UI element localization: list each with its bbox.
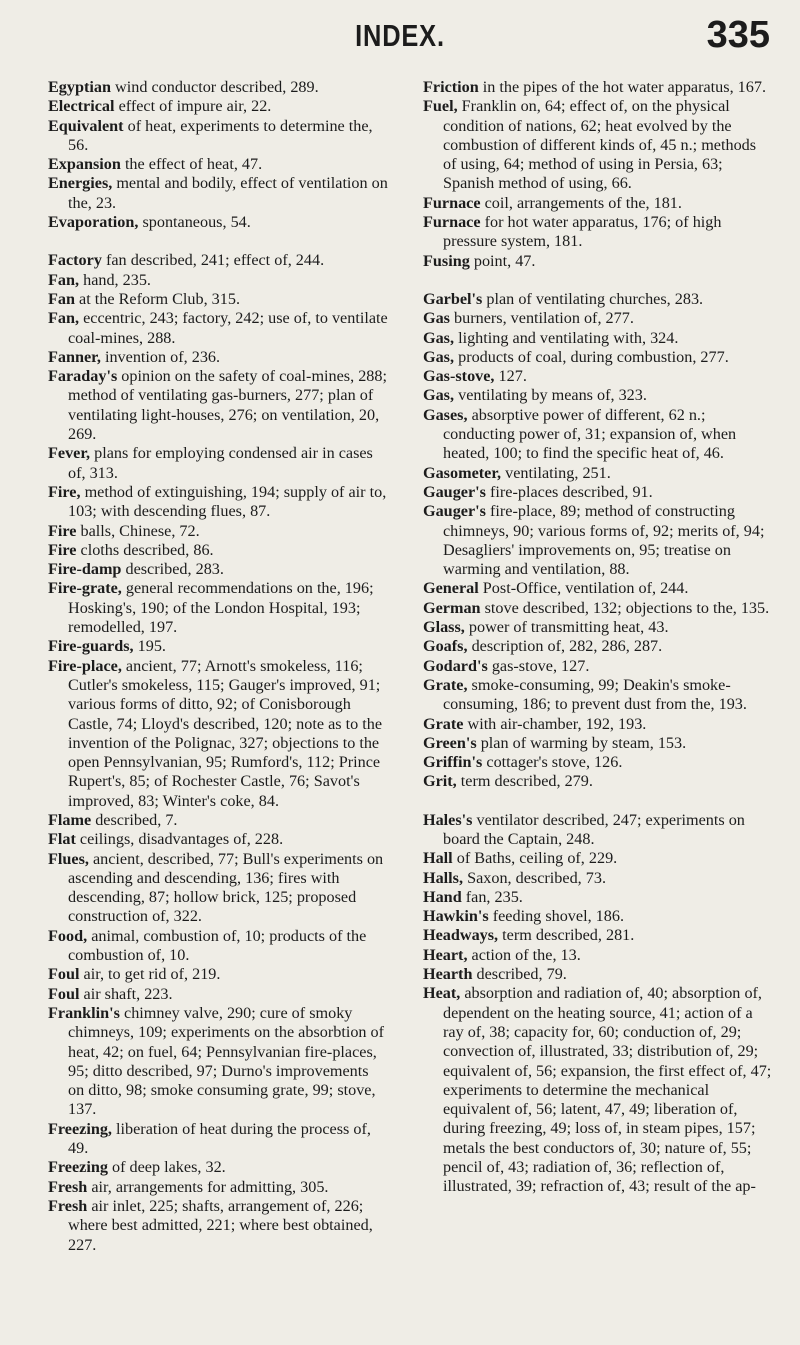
index-entry-text: of heat, experiments to determine the, 56. — [68, 116, 373, 154]
index-entry — [48, 155, 388, 174]
index-entry-text: of deep lakes, 32. — [107, 1158, 226, 1177]
index-entry-heading: Hall — [423, 849, 453, 868]
index-entry-text: the effect of heat, 47. — [120, 155, 263, 174]
section-gap — [423, 792, 773, 811]
index-entry-heading: Gasometer, — [423, 463, 502, 482]
index-entry-heading: Gas, — [423, 328, 455, 347]
index-entry-heading: Heart, — [423, 945, 468, 964]
page-header — [0, 14, 800, 54]
index-entry-text: point, 47. — [469, 251, 536, 270]
index-entry-text: smoke-consuming, 99; Deakin's smoke-consuming, 186; to prevent dust from the, 193. — [443, 675, 747, 714]
index-column-right — [423, 78, 773, 1197]
index-entry-text: described, 7. — [91, 810, 178, 829]
index-entry-heading: Gas-stove, — [423, 367, 495, 386]
index-entry — [48, 811, 388, 830]
index-entry-heading: Goafs, — [423, 637, 468, 656]
page-number: 335 — [706, 14, 770, 56]
index-entry — [48, 927, 388, 966]
index-entry-text: ancient, 77; Arnott's smokeless, 116; Cutler's smokeless, 115; Gauger's improved, 91; various forms of ditto, 92; of Conisborough Castle, 74; Lloyd's described, 120; note as to the invention of the Polignac, 327; objections to the open Pennsylvanian, 95; Rumford's, 112; Prince Rupert's, 85; of Rochester Castle, 76; Savot's improved, 83; Winter's coke, 84. — [68, 656, 383, 810]
index-entry — [423, 406, 773, 464]
index-entry-heading: Gas, — [423, 386, 455, 405]
index-entry-heading: Freezing — [48, 1158, 108, 1177]
index-entry — [423, 97, 773, 193]
index-entry-heading: Glass, — [423, 618, 465, 637]
index-entry-heading: Faraday's — [48, 367, 118, 386]
index-entry-text: action of the, 13. — [467, 945, 581, 964]
index-entry-heading: Flame — [48, 810, 92, 829]
index-entry-heading: Heat, — [423, 984, 461, 1003]
index-entry — [48, 579, 388, 637]
index-entry-text: ventilator described, 247; experiments on board the Captain, 248. — [443, 810, 745, 848]
index-entry — [423, 849, 773, 868]
index-entry-heading: Equivalent — [48, 116, 124, 135]
index-entry — [48, 850, 388, 927]
index-entry — [48, 560, 388, 579]
index-entry-heading: Gases, — [423, 405, 468, 424]
index-entry — [48, 290, 388, 309]
index-entry-text: fan described, 241; effect of, 244. — [101, 251, 325, 270]
index-entry — [48, 367, 388, 444]
index-entry-heading: Gauger's — [423, 482, 486, 501]
index-entry — [423, 252, 773, 271]
index-entry-heading: Godard's — [423, 656, 488, 675]
index-entry-text: air, to get rid of, 219. — [79, 965, 221, 984]
index-entry-heading: Fire — [48, 521, 77, 540]
index-entry-heading: Fusing — [423, 251, 470, 270]
index-entry-heading: Hales's — [423, 810, 473, 829]
index-entry-text: air, arrangements for admitting, 305. — [87, 1177, 329, 1196]
index-entry-text: stove described, 132; objections to the, 135. — [480, 598, 770, 617]
index-entry-heading: Freezing, — [48, 1119, 112, 1138]
index-entry — [423, 502, 773, 579]
index-entry-text: lighting and ventilating with, 324. — [454, 328, 679, 347]
index-entry-heading: Gas — [423, 309, 450, 328]
index-entry-text: method of extinguishing, 194; supply of air to, 103; with descending flues, 87. — [68, 482, 387, 521]
index-entry-heading: Grate, — [423, 675, 468, 694]
index-entry-heading: Gas, — [423, 347, 455, 366]
index-entry-heading: Hand — [423, 887, 462, 906]
index-entry — [423, 367, 773, 386]
index-entry-heading: Flat — [48, 830, 76, 849]
index-entry — [423, 676, 773, 715]
index-entry-text: fire-place, 89; method of constructing chimneys, 90; various forms of, 92; merits of, 94; Desagliers' improvements on, 95; treatise on warming and ventilation, 88. — [443, 502, 765, 579]
index-entry — [423, 194, 773, 213]
index-entry — [423, 579, 773, 598]
index-entry — [423, 907, 773, 926]
index-entry-heading: Fan — [48, 289, 75, 308]
index-entry — [423, 309, 773, 328]
index-entry-text: wind conductor described, 289. — [110, 78, 319, 96]
index-entry-text: Saxon, described, 73. — [463, 868, 606, 887]
index-entry — [48, 174, 388, 213]
index-entry-heading: German — [423, 598, 481, 617]
index-entry-text: 127. — [494, 367, 527, 386]
index-entry — [423, 637, 773, 656]
index-entry-text: eccentric, 243; factory, 242; use of, to ventilate coal-mines, 288. — [68, 309, 388, 347]
index-entry-text: Franklin on, 64; effect of, on the physical condition of nations, 62; heat evolved by the combustion of different kinds of, 45 n.; methods of using, 64; method of using in Persia, 63; Spanish method of using, 66. — [443, 97, 757, 193]
index-entry-text: mental and bodily, effect of ventilation on the, 23. — [68, 174, 388, 212]
index-entry-text: described, 283. — [121, 560, 224, 579]
index-entry — [423, 213, 773, 252]
index-entry-text: term described, 279. — [456, 772, 593, 791]
index-entry — [48, 117, 388, 156]
index-entry-heading: Fan, — [48, 309, 80, 328]
index-entry — [423, 599, 773, 618]
index-entry — [48, 1158, 388, 1177]
index-entry — [48, 657, 388, 811]
index-entry-text: 195. — [133, 637, 166, 656]
index-entry — [423, 926, 773, 945]
index-column-left — [48, 78, 388, 1255]
index-entry-heading: Fresh — [48, 1177, 88, 1196]
index-entry — [423, 78, 773, 97]
index-entry — [48, 830, 388, 849]
index-entry-text: with air-chamber, 192, 193. — [463, 714, 647, 733]
index-entry-heading: Expansion — [48, 155, 121, 174]
index-entry-heading: Fuel, — [423, 97, 458, 116]
index-entry-heading: Gauger's — [423, 502, 486, 521]
index-entry — [48, 78, 388, 97]
index-entry-heading: Furnace — [423, 193, 481, 212]
index-entry — [423, 657, 773, 676]
index-entry-heading: Grate — [423, 714, 464, 733]
index-entry-heading: Griffin's — [423, 753, 483, 772]
index-entry-text: plan of ventilating churches, 283. — [482, 289, 704, 308]
index-entry — [48, 348, 388, 367]
index-entry-heading: Evaporation, — [48, 213, 139, 232]
index-entry-text: in the pipes of the hot water apparatus, 167. — [478, 78, 766, 96]
index-entry — [48, 985, 388, 1004]
index-entry-heading: Fire-guards, — [48, 637, 134, 656]
section-gap — [423, 271, 773, 290]
index-entry-heading: Fresh — [48, 1196, 88, 1215]
index-entry-text: fan, 235. — [461, 887, 523, 906]
index-entry — [48, 97, 388, 116]
section-gap — [48, 232, 388, 251]
index-entry-text: gas-stove, 127. — [487, 656, 590, 675]
index-entry-text: burners, ventilation of, 277. — [450, 309, 634, 328]
index-entry-heading: Fire, — [48, 482, 81, 501]
index-entry — [48, 483, 388, 522]
index-entry-text: invention of, 236. — [100, 347, 221, 366]
index-entry-heading: Food, — [48, 926, 88, 945]
index-entry — [423, 965, 773, 984]
index-entry-text: ancient, described, 77; Bull's experiments on ascending and descending, 136; fires with descending, 87; hollow brick, 125; proposed construction of, 322. — [68, 849, 384, 926]
index-entry-heading: Flues, — [48, 849, 89, 868]
index-entry-heading: Fever, — [48, 444, 91, 463]
index-entry-text: Post-Office, ventilation of, 244. — [478, 579, 689, 598]
index-entry — [423, 715, 773, 734]
index-entry — [48, 271, 388, 290]
index-entry — [423, 753, 773, 772]
index-entry-heading: Green's — [423, 733, 477, 752]
index-entry-heading: Fanner, — [48, 347, 101, 366]
index-entry — [423, 386, 773, 405]
index-entry-text: absorption and radiation of, 40; absorption of, dependent on the heating source, 41; action of a ray of, 38; capacity for, 60; conduction of, 29; convection of, illustrated, 33; distribution of, 29; equivalent of, 56; expansion, the first effect of, 47; experiments to determine the mechanical equivalent of, 56; latent, 47, 49; liberation of, during freezing, 49; loss of, in steam pipes, 157; metals the best conductors of, 30; nature of, 55; pencil of, 43; radiation of, 36; reflection of, illustrated, 39; refraction of, 43; result of the ap- — [443, 984, 772, 1196]
index-entry-text: term described, 281. — [498, 926, 635, 945]
index-entry-heading: Fire-place, — [48, 656, 122, 675]
index-entry-heading: Electrical — [48, 97, 115, 116]
index-entry — [423, 888, 773, 907]
index-entry-text: cloths described, 86. — [76, 540, 214, 559]
index-entry-text: described, 79. — [472, 965, 567, 984]
index-entry-text: for hot water apparatus, 176; of high pressure system, 181. — [443, 213, 722, 251]
index-entry-text: description of, 282, 286, 287. — [467, 637, 663, 656]
index-entry-text: feeding shovel, 186. — [488, 907, 625, 926]
index-entry-text: ventilating, 251. — [501, 463, 611, 482]
index-entry — [48, 637, 388, 656]
index-entry-text: plan of warming by steam, 153. — [476, 733, 687, 752]
index-entry-text: coil, arrangements of the, 181. — [480, 193, 682, 212]
index-entry-text: balls, Chinese, 72. — [76, 521, 200, 540]
index-entry-text: of Baths, ceiling of, 229. — [452, 849, 618, 868]
index-entry-text: absorptive power of different, 62 n.; conducting power of, 31; expansion of, when heated, 100; to find the specific heat of, 46. — [443, 405, 737, 463]
index-entry-text: air inlet, 225; shafts, arrangement of, 226; where best admitted, 221; where best obtained, 227. — [68, 1196, 373, 1254]
index-entry — [423, 772, 773, 791]
index-entry-heading: Grit, — [423, 772, 457, 791]
index-entry-heading: Energies, — [48, 174, 113, 193]
index-entry-text: power of transmitting heat, 43. — [464, 618, 669, 637]
index-entry-text: hand, 235. — [79, 270, 151, 289]
index-entry — [423, 464, 773, 483]
index-entry-text: animal, combustion of, 10; products of the combustion of, 10. — [68, 926, 367, 965]
index-entry — [48, 541, 388, 560]
index-entry-heading: Fire-grate, — [48, 579, 122, 598]
index-entry-heading: Hearth — [423, 965, 473, 984]
page-title: INDEX. — [355, 18, 445, 53]
index-entry-heading: Garbel's — [423, 289, 483, 308]
index-entry — [423, 290, 773, 309]
index-entry — [48, 444, 388, 483]
index-entry-text: opinion on the safety of coal-mines, 288; method of ventilating gas-burners, 277; plan of ventilating light-houses, 276; on ventilation, 20, 269. — [68, 367, 387, 444]
index-entry-text: general recommendations on the, 196; Hosking's, 190; of the London Hospital, 193; remodelled, 197. — [68, 579, 374, 637]
index-entry — [48, 1004, 388, 1120]
index-entry-heading: Hawkin's — [423, 907, 489, 926]
index-entry-text: products of coal, during combustion, 277. — [454, 347, 729, 366]
index-entry-heading: Fire — [48, 540, 77, 559]
index-entry — [423, 348, 773, 367]
index-entry — [423, 811, 773, 850]
index-entry-heading: Fire-damp — [48, 560, 122, 579]
index-entry-heading: Foul — [48, 984, 80, 1003]
index-entry-heading: Foul — [48, 965, 80, 984]
index-entry-heading: Headways, — [423, 926, 499, 945]
index-entry-text: fire-places described, 91. — [485, 482, 653, 501]
index-entry-text: ceilings, disadvantages of, 228. — [75, 830, 284, 849]
index-entry — [423, 483, 773, 502]
index-entry-heading: Halls, — [423, 868, 464, 887]
index-entry — [48, 522, 388, 541]
index-entry — [48, 965, 388, 984]
index-entry — [423, 946, 773, 965]
index-entry — [423, 984, 773, 1196]
index-entry-text: plans for employing condensed air in cases of, 313. — [68, 444, 373, 482]
index-entry-text: spontaneous, 54. — [138, 213, 251, 232]
index-entry-heading: Egyptian — [48, 78, 111, 96]
index-entry-text: chimney valve, 290; cure of smoky chimneys, 109; experiments on the absorbtion of heat, 42; on fuel, 64; Pennsylvanian fire-places, 95; ditto described, 97; Durno's improvements on ditto, 98; smoke consuming grate, 99; stove, 137. — [68, 1003, 385, 1119]
index-entry-text: effect of impure air, 22. — [114, 97, 272, 116]
index-entry-heading: Franklin's — [48, 1003, 120, 1022]
index-entry — [48, 251, 388, 270]
index-entry — [423, 329, 773, 348]
index-entry — [48, 213, 388, 232]
index-entry-heading: Fan, — [48, 270, 80, 289]
index-entry — [48, 1120, 388, 1159]
index-entry — [48, 1178, 388, 1197]
index-entry-heading: General — [423, 579, 479, 598]
index-entry-text: air shaft, 223. — [79, 984, 173, 1003]
index-entry — [48, 309, 388, 348]
index-entry — [48, 1197, 388, 1255]
index-entry-text: cottager's stove, 126. — [482, 753, 623, 772]
index-entry-heading: Furnace — [423, 213, 481, 232]
index-entry — [423, 734, 773, 753]
index-entry-heading: Factory — [48, 251, 102, 270]
index-entry-text: ventilating by means of, 323. — [454, 386, 647, 405]
index-entry — [423, 618, 773, 637]
index-entry-heading: Friction — [423, 78, 479, 96]
index-entry-text: at the Reform Club, 315. — [75, 289, 240, 308]
index-entry — [423, 869, 773, 888]
index-entry-text: liberation of heat during the process of, 49. — [68, 1119, 371, 1158]
